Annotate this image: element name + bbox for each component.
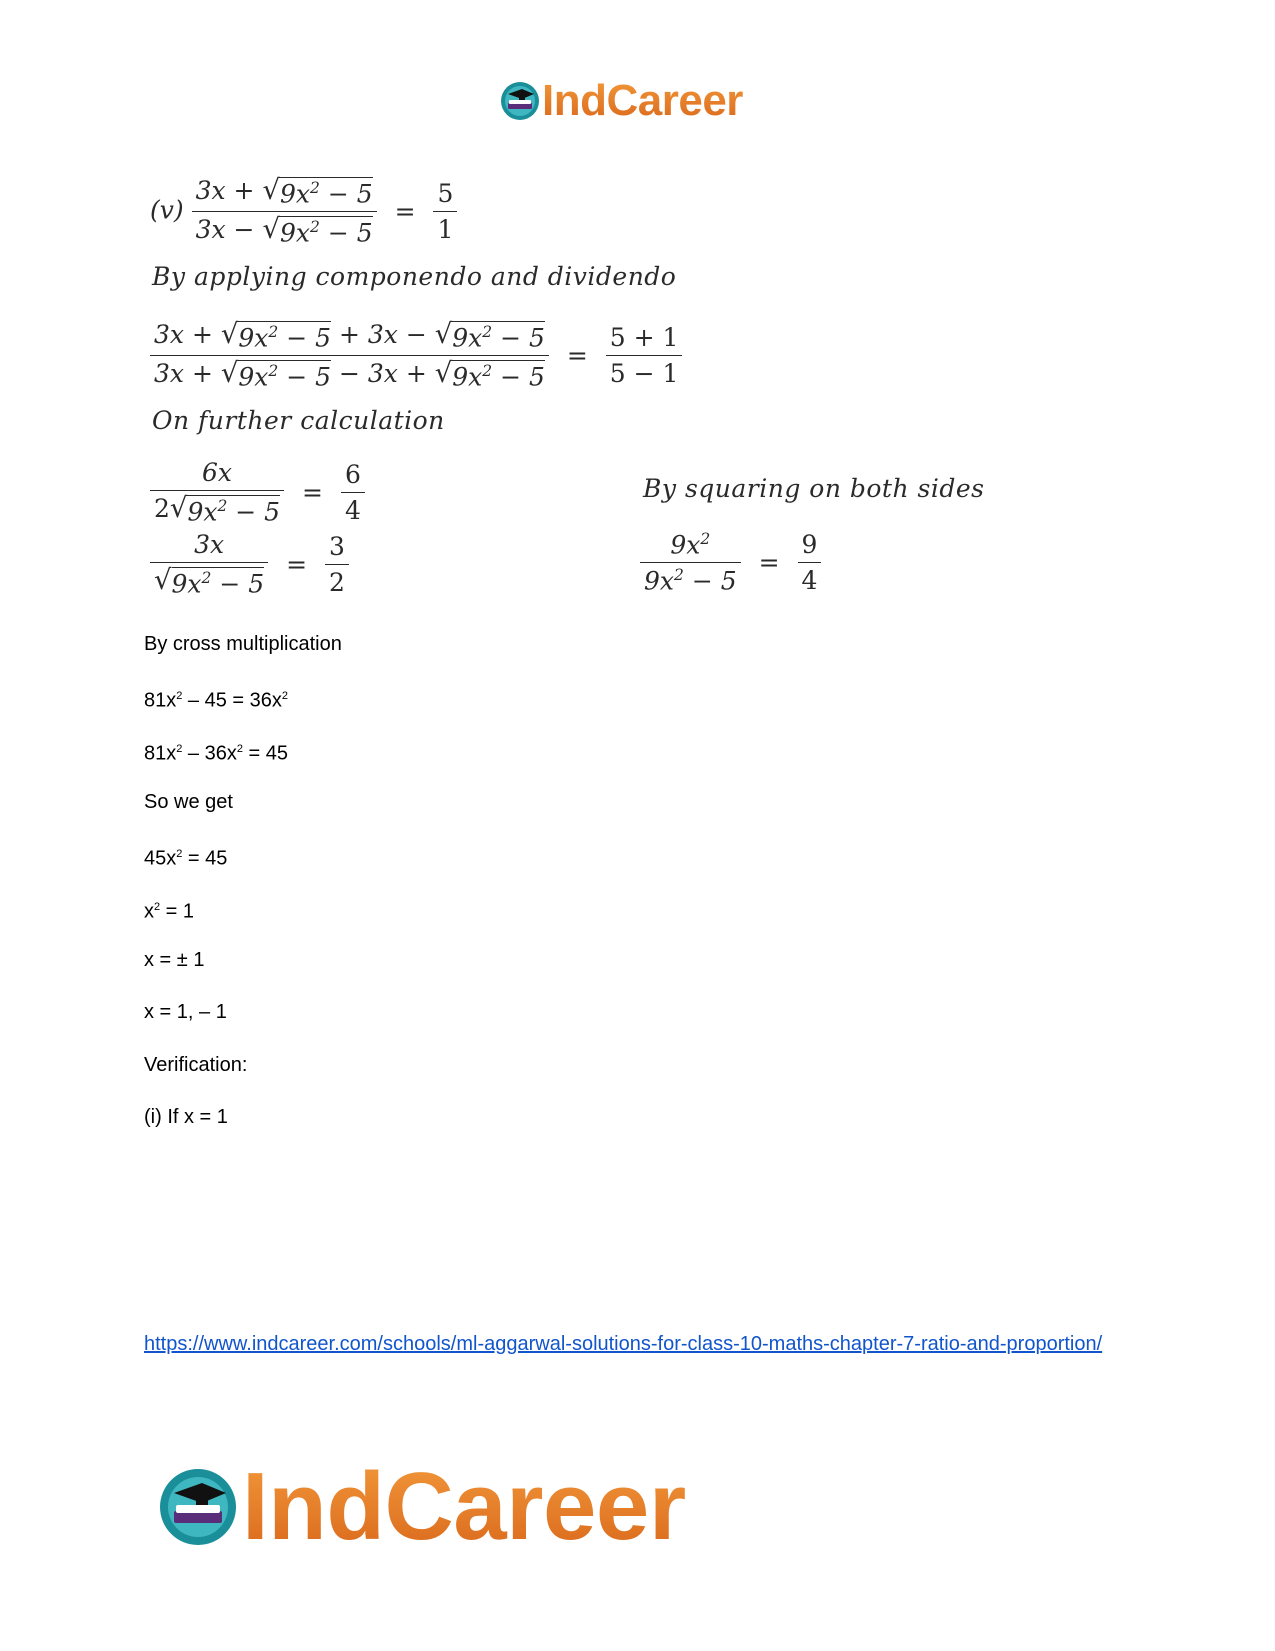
term: 3x +: [154, 320, 221, 349]
equation-line-3: [144, 842, 227, 871]
fraction-lhs: [150, 458, 284, 526]
numerator: 9x: [670, 530, 701, 560]
denominator: 1: [433, 211, 457, 244]
rad: 9x: [279, 179, 310, 209]
equation-line-2: [144, 737, 288, 766]
rad-tail: − 5: [492, 323, 545, 353]
equation-line-4: [144, 895, 194, 924]
denominator: 2: [325, 564, 349, 597]
text-componendo: By applying componendo and dividendo: [152, 262, 677, 291]
rad-tail: − 5: [319, 218, 373, 248]
text-further: On further calculation: [152, 406, 445, 435]
exp: 2: [700, 530, 711, 548]
part-label: (v): [150, 195, 184, 225]
exp: 2: [310, 218, 320, 237]
equals-sign: =: [286, 549, 308, 579]
term: 81x: [144, 742, 177, 765]
fraction-lhs: [640, 530, 741, 596]
numerator: 5: [437, 179, 454, 209]
rad-tail: − 5: [211, 569, 265, 599]
equals-sign: =: [302, 477, 323, 507]
exp: 2: [482, 362, 493, 381]
fraction-rhs: [433, 179, 457, 244]
coefficient: 2: [154, 494, 170, 523]
fraction-rhs: [606, 323, 683, 388]
term: 3x +: [195, 176, 263, 205]
fraction-rhs: [798, 530, 822, 595]
equation-further-2: [150, 530, 349, 598]
numerator: 9: [801, 530, 818, 560]
exp: 2: [201, 569, 212, 587]
equals-sign: =: [394, 197, 416, 227]
rad-tail: − 5: [278, 362, 332, 392]
term: 45x: [144, 847, 177, 870]
equation-further-1: [150, 458, 365, 526]
rad: 9x: [452, 323, 483, 353]
term: = 1: [160, 900, 195, 923]
term: 3x −: [195, 215, 263, 245]
rad-tail: − 5: [492, 362, 545, 392]
source-link[interactable]: https://www.indcareer.com/schools/ml-aggarwal-solutions-for-class-10-maths-chapter-7-ratio-and-proportion/: [144, 1333, 1103, 1355]
text-verification: Verification:: [144, 1054, 248, 1076]
term: + 3x −: [331, 320, 435, 349]
term: 3x +: [154, 359, 221, 389]
rad: 9x: [452, 362, 483, 392]
sqrt: √ $9x^2 - 5$: [220, 357, 332, 392]
denominator: 5 − 1: [606, 355, 683, 388]
sqrt: √ $9x^2 - 5$: [169, 492, 281, 527]
text-squaring: By squaring on both sides: [643, 474, 985, 503]
logo-text: IndCareer: [542, 76, 743, 125]
exp: 2: [281, 690, 289, 702]
exp: 2: [268, 323, 279, 341]
equation-line-5: x = ± 1: [144, 949, 205, 971]
sqrt: √ $9x^2 - 5$: [154, 564, 265, 599]
fraction-lhs: [192, 176, 377, 248]
rad: 9x: [279, 218, 310, 248]
exp: 2: [176, 690, 183, 702]
fraction-rhs: [341, 460, 365, 525]
exp: 2: [310, 179, 320, 197]
text-cross-multiplication: By cross multiplication: [144, 633, 342, 655]
fraction-lhs: [150, 320, 549, 392]
rad: 9x: [238, 362, 269, 392]
term: x: [144, 900, 154, 923]
fraction-rhs: [325, 532, 349, 597]
equation-line-1: [144, 684, 288, 713]
equation-squared: [640, 530, 821, 596]
den-tail: − 5: [683, 566, 737, 596]
term: = 45: [242, 742, 289, 765]
equals-sign: =: [566, 341, 588, 371]
exp: 2: [674, 566, 684, 585]
sqrt: √ $9x^2 - 5$: [262, 174, 373, 209]
numerator: 6x: [202, 458, 233, 487]
term: – 45 = 36x: [182, 689, 282, 712]
rad-tail: − 5: [319, 179, 373, 209]
graduation-book-icon: [158, 1467, 238, 1547]
rad-tail: − 5: [227, 497, 281, 527]
term: 81x: [144, 689, 177, 712]
sqrt: √ $9x^2 - 5$: [262, 213, 373, 248]
rad: 9x: [187, 497, 218, 527]
graduation-book-icon: [500, 81, 540, 121]
text-case-1: (i) If x = 1: [144, 1106, 228, 1128]
term: = 45: [182, 847, 228, 870]
denominator: 9x: [644, 566, 675, 596]
denominator: 4: [798, 562, 822, 595]
equation-line-6: x = 1, – 1: [144, 1001, 227, 1023]
numerator: 3: [329, 531, 345, 561]
exp: 2: [154, 901, 161, 913]
footer-logo: [158, 1452, 686, 1562]
exp: 2: [268, 362, 279, 381]
equals-sign: =: [758, 548, 780, 578]
rad: 9x: [238, 323, 269, 353]
logo-text: IndCareer: [242, 1453, 686, 1560]
exp: 2: [236, 743, 243, 755]
fraction-lhs: [150, 530, 268, 598]
rad-tail: − 5: [278, 323, 332, 353]
term: − 3x +: [331, 359, 435, 389]
numerator: 3x: [194, 530, 225, 559]
header-logo: [500, 76, 743, 126]
sqrt: √ $9x^2 - 5$: [434, 318, 545, 353]
denominator: 4: [341, 492, 365, 525]
equation-v: [150, 176, 457, 248]
text-so-we-get: So we get: [144, 791, 233, 813]
exp: 2: [217, 497, 228, 515]
sqrt: √ $9x^2 - 5$: [220, 318, 332, 353]
numerator: 5 + 1: [609, 323, 679, 353]
sqrt: √ $9x^2 - 5$: [434, 357, 545, 392]
exp: 2: [482, 323, 493, 341]
equation-componendo: [150, 320, 682, 392]
numerator: 6: [344, 459, 361, 489]
exp: 2: [176, 848, 183, 860]
exp: 2: [176, 743, 183, 755]
rad: 9x: [171, 569, 202, 599]
term: – 36x: [182, 742, 237, 765]
